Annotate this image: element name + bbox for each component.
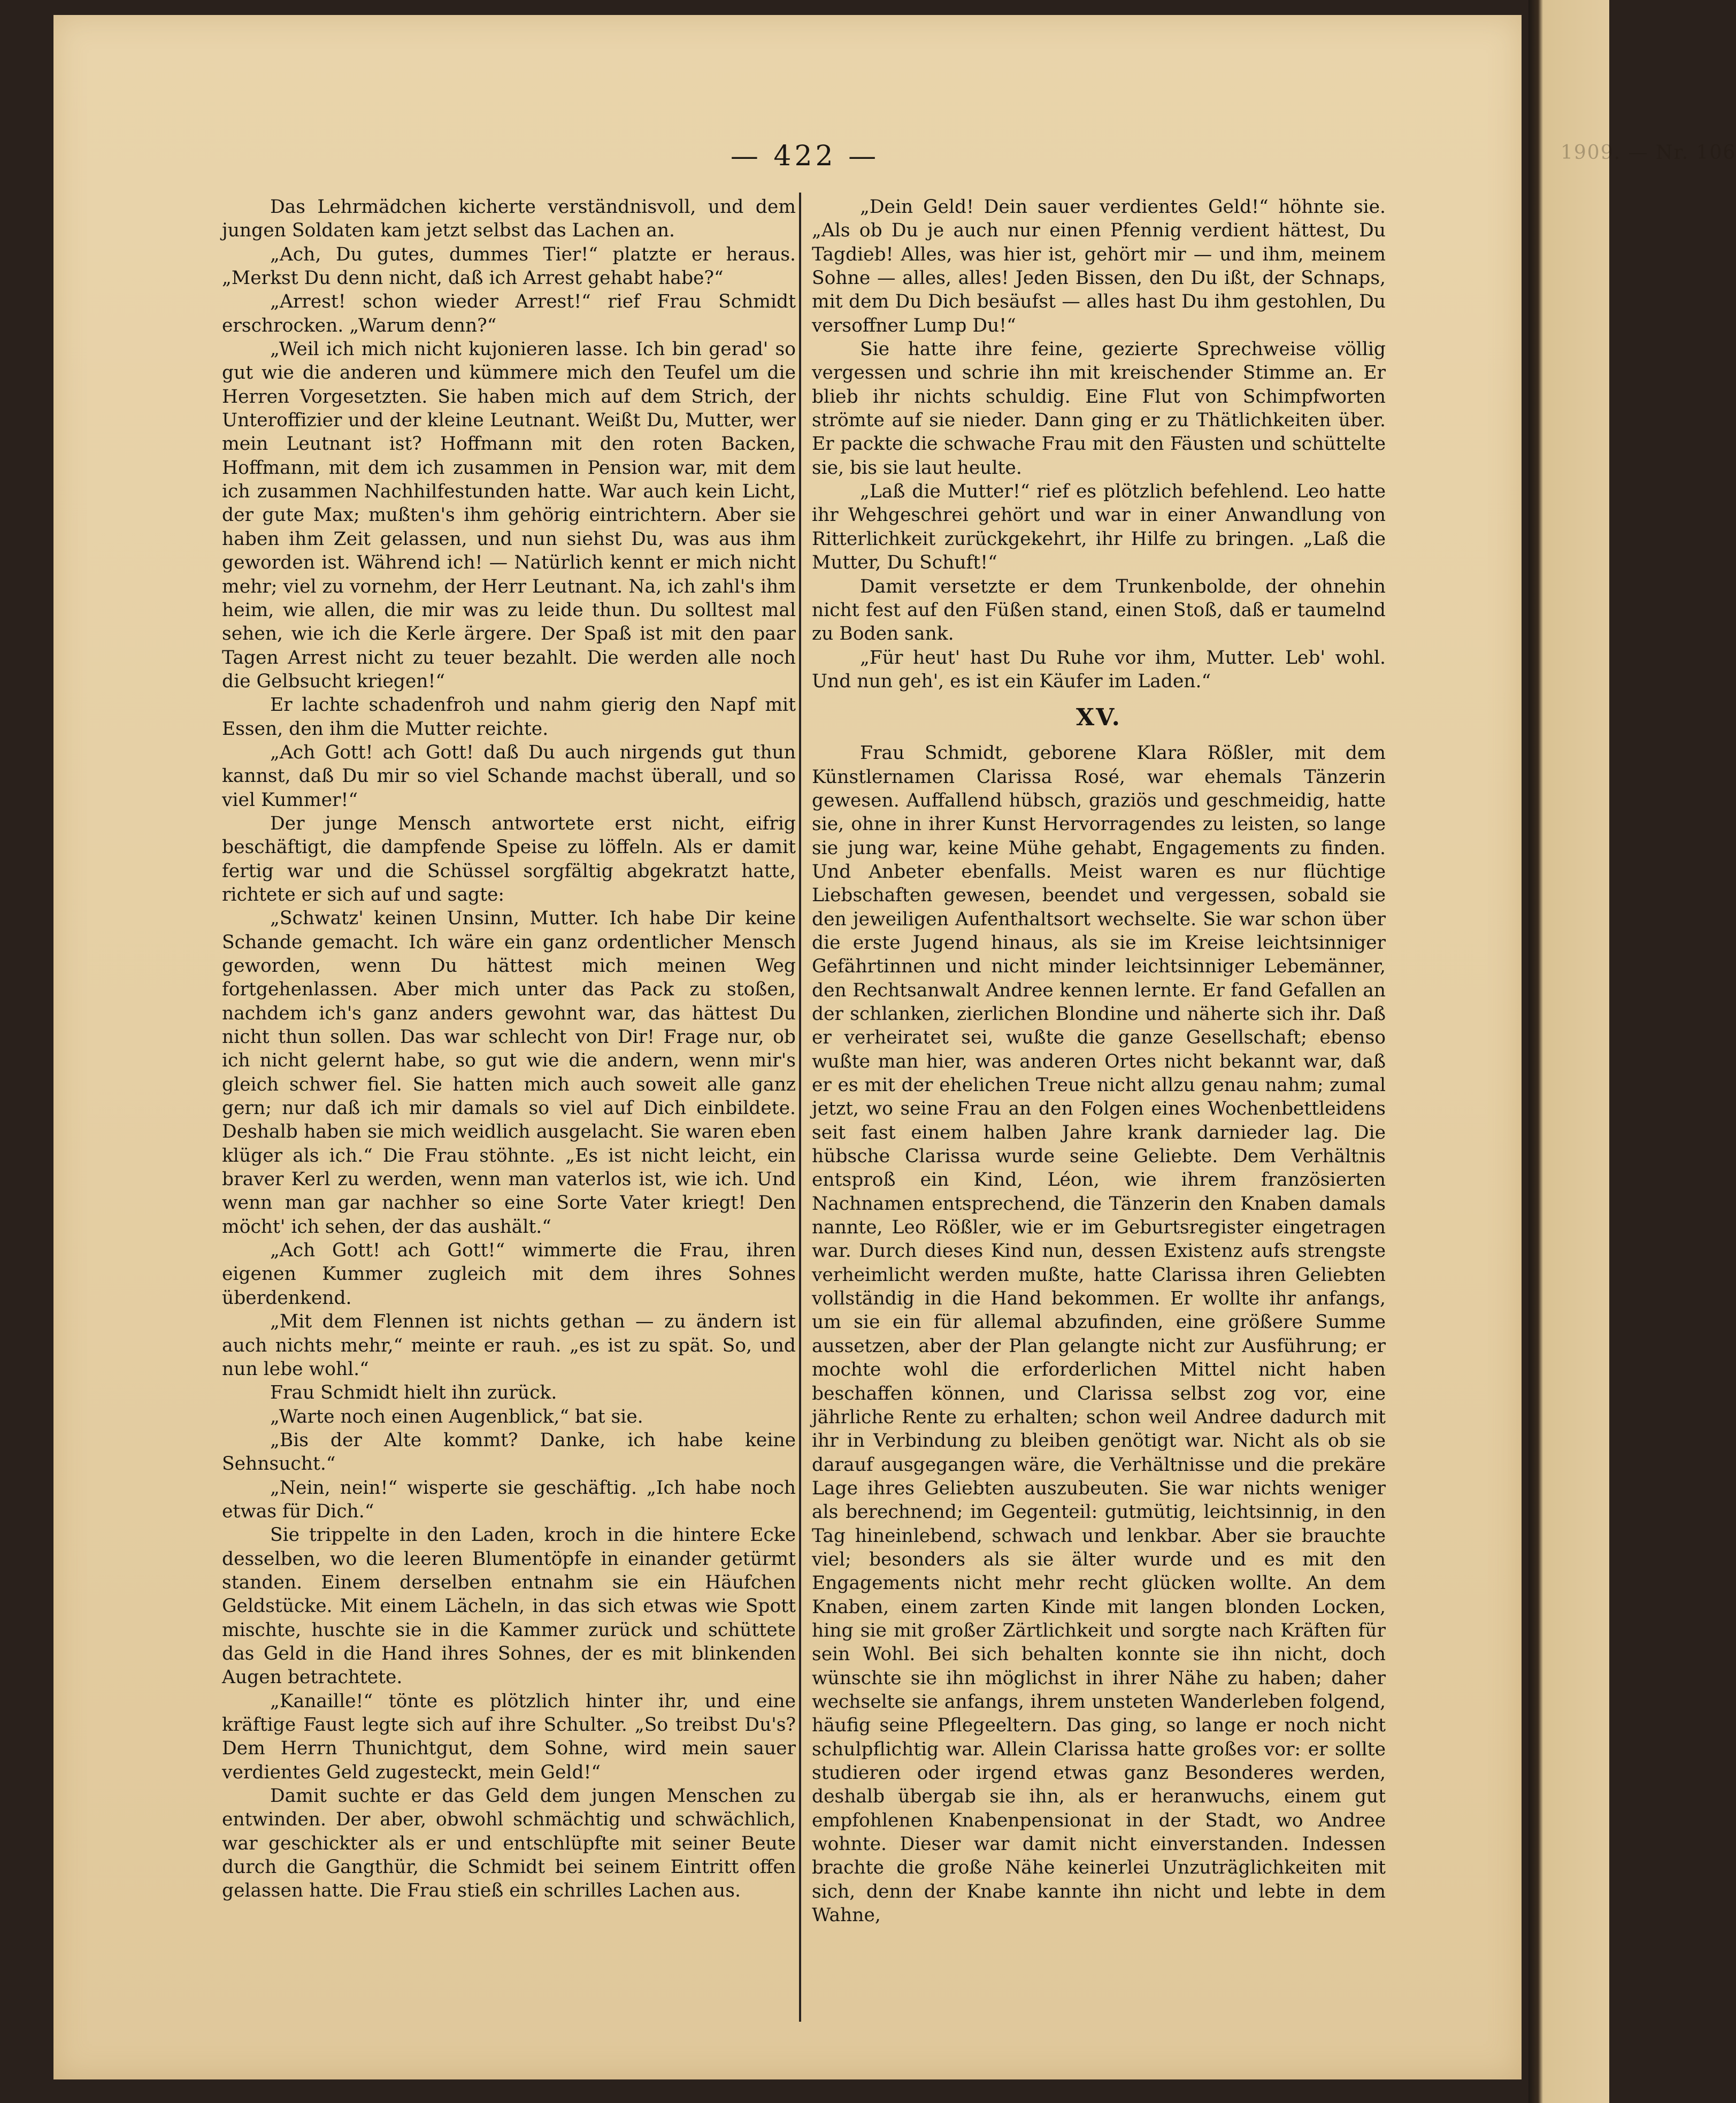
paragraph: „Warte noch einen Augenblick,“ bat sie.: [270, 1406, 643, 1427]
paragraph: „Nein, nein!“ wisperte sie geschäftig. „Ich habe noch etwas für Dich.“: [222, 1477, 796, 1522]
paragraph: Sie trippelte in den Laden, kroch in die hintere Ecke desselben, wo die leeren Blumentöpfe in einander getürmt standen. Einem derselben entnahm sie ein Häufchen Geldstücke. Mit einem Lächeln, in das sich etwas wie Spott mischte, huschte sie in die Kammer zurück und schüttete das Geld in die Hand ihres Sohnes, der es mit blinkenden Augen betrachtete.: [222, 1524, 796, 1688]
page-number: — 422 —: [730, 140, 880, 172]
paragraph: „Laß die Mutter!“ rief es plötzlich befehlend. Leo hatte ihr Wehgeschrei gehört und war in einer Anwandlung von Ritterlichkeit zurückgekehrt, ihr Hilfe zu bringen. „Laß die Mutter, Du Schuft!“: [812, 481, 1386, 574]
paragraph: „Schwatz' keinen Unsinn, Mutter. Ich habe Dir keine Schande gemacht. Ich wäre ein ganz ordentlicher Mensch geworden, wenn Du hättest mich meinen Weg fortgehenlassen. Aber mich unter das Pack zu stoßen, nachdem ich's ganz anders gewohnt war, das hättest Du nicht thun sollen. Das war schlecht von Dir! Frage nur, ob ich nicht gelernt habe, so gut wie die andern, wenn mir's gleich schwer fiel. Sie hatten mich auch soweit alle ganz gern; nur daß ich mir damals so viel auf Dich einbildete. Deshalb haben sie mich weidlich ausgelacht. Sie waren eben klüger als ich.“ Die Frau stöhnte. „Es ist nicht leicht, ein braver Kerl zu werden, wenn man vaterlos ist, wie ich. Und wenn man gar nachher so eine Sorte Vater kriegt! Den möcht' ich sehen, der das aushält.“: [222, 908, 796, 1238]
paragraph: Sie hatte ihre feine, gezierte Sprechweise völlig vergessen und schrie ihn mit kreischender Stimme an. Er blieb ihr nichts schuldig. Eine Flut von Schimpfworten strömte auf sie nieder. Dann ging er zu Thätlichkeiten über. Er packte die schwache Frau mit den Fäusten und schüttelte sie, bis sie laut heulte.: [812, 339, 1386, 479]
paragraph: Der junge Mensch antwortete erst nicht, eifrig beschäftigt, die dampfende Speise zu löffeln. Als er damit fertig war und die Schüssel sorgfältig abgekratzt hatte, richtete er sich auf und sagte:: [222, 812, 796, 905]
paragraph: „Ach, Du gutes, dummes Tier!“ platzte er heraus. „Merkst Du denn nicht, daß ich Arrest gehabt habe?“: [222, 243, 796, 289]
paragraph: „Ach Gott! ach Gott!“ wimmerte die Frau, ihren eigenen Kummer zugleich mit dem ihres Sohnes überdenkend.: [222, 1240, 796, 1309]
column-divider: [799, 193, 801, 2022]
paragraph: „Mit dem Flennen ist nichts gethan — zu ändern ist auch nichts mehr,“ meinte er rauh. „es ist zu spät. So, und nun lebe wohl.“: [222, 1311, 796, 1380]
paragraph: Frau Schmidt hielt ihn zurück.: [270, 1382, 557, 1404]
left-column: [222, 195, 796, 1903]
paragraph: „Weil ich mich nicht kujonieren lasse. Ich bin gerad' so gut wie die anderen und kümmere mich den Teufel um die Herren Vorgesetzten. Sie haben mich auf dem Strich, der Unteroffizier und der kleine Leutnant. Weißt Du, Mutter, wer mein Leutnant ist? Hoffmann mit den roten Backen, Hoffmann, mit dem ich zusammen in Pension war, mit dem ich zusammen Nachhilfestunden hatte. War auch kein Licht, der gute Max; mußten's ihm gehörig eintrichtern. Aber sie haben ihm Zeit gelassen, und nun siehst Du, was aus ihm geworden ist. Während ich! — Natürlich kennt er mich nicht mehr; viel zu vornehm, der Herr Leutnant. Na, ich zahl's ihm heim, wie allen, die mir was zu leide thun. Du solltest mal sehen, wie ich die Kerle ärgere. Der Spaß ist mit den paar Tagen Arrest nicht zu teuer bezahlt. Die werden alle noch die Gelbsucht kriegen!“: [222, 339, 796, 692]
paragraph: „Dein Geld! Dein sauer verdientes Geld!“ höhnte sie. „Als ob Du je auch nur einen Pfennig verdient hättest, Du Tagdieb! Alles, was hier ist, gehört mir — und ihm, meinem Sohne — alles, alles! Jeden Bissen, den Du ißt, der Schnaps, mit dem Du Dich besäufst — alles hast Du ihm gestohlen, Du versoffner Lump Du!“: [812, 196, 1386, 336]
adjacent-page-edge: [1528, 0, 1736, 2103]
paragraph: „Für heut' hast Du Ruhe vor ihm, Mutter. Leb' wohl. Und nun geh', es ist ein Käufer im Laden.“: [812, 647, 1386, 692]
section-heading: XV.: [1076, 704, 1122, 732]
paragraph: Frau Schmidt, geborene Klara Rößler, mit dem Künstlernamen Clarissa Rosé, war ehemals Tänzerin gewesen. Auffallend hübsch, graziös und geschmeidig, hatte sie, ohne in ihrer Kunst Hervorragendes zu leisten, so lange sie jung war, keine Mühe gehabt, Engagements zu finden. Und Anbeter ebenfalls. Meist waren es nur flüchtige Liebschaften gewesen, beendet und vergessen, sobald sie den jeweiligen Aufenthaltsort wechselte. Sie war schon über die erste Jugend hinaus, als sie im Kreise leichtsinniger Gefährtinnen und nicht minder leichtsinniger Lebemänner, den Rechtsanwalt Andree kennen lernte. Er fand Gefallen an der schlanken, zierlichen Blondine und näherte sich ihr. Daß er verheiratet sei, wußte die ganze Gesellschaft; ebenso wußte man hier, was anderen Ortes nicht bekannt war, daß er es mit der ehelichen Treue nicht allzu genau nahm; zumal jetzt, wo seine Frau an den Folgen eines Wochenbettleidens seit fast einem halben Jahre krank darnieder lag. Die hübsche Clarissa wurde seine Geliebte. Dem Verhältnis entsproß ein Kind, Léon, wie ihrem französierten Nachnamen entsprechend, die Tänzerin den Knaben damals nannte, Leo Rößler, wie er im Geburtsregister eingetragen war. Durch dieses Kind nun, dessen Existenz aufs strengste verheimlicht werden mußte, hatte Clarissa ihren Geliebten vollständig in die Hand bekommen. Er wollte ihr anfangs, um sie ein für allemal abzufinden, eine größere Summe aussetzen, aber der Plan gelangte nicht zur Ausführung; er mochte wohl die erforderlichen Mittel nicht haben beschaffen können, und Clarissa selbst zog vor, eine jährliche Rente zu erhalten; schon weil Andree dadurch mit ihr in Verbindung zu bleiben genötigt war. Nicht als ob sie darauf ausgegangen wäre, die Verhältnisse und die prekäre Lage ihres Geliebten auszubeuten. Sie war nichts weniger als berechnend; im Gegenteil: gutmütig, leichtsinnig, in den Tag hineinlebend, schwach und lenkbar. Aber sie brauchte viel; besonders als sie älter wurde und es mit den Engagements nicht mehr recht glücken wollte. An dem Knaben, einem zarten Kinde mit langen blonden Locken, hing sie mit großer Zärtlichkeit und sorgte nach Kräften für sein Wohl. Bei sich behalten konnte sie ihn nicht, doch wünschte sie ihn möglichst in ihrer Nähe zu haben; daher wechselte sie anfangs, ihrem unsteten Wanderleben folgend, häufig seine Pflegeeltern. Das ging, so lange er noch nicht schulpflichtig war. Allein Clarissa hatte großes vor: er sollte studieren oder irgend etwas ganz Besonderes werden, deshalb übergab sie ihn, als er heranwuchs, einem gut empfohlenen Knabenpensionat in der Stadt, wo Andree wohnte. Dieser war damit nicht einverstanden. Indessen brachte die große Nähe keinerlei Unzuträglichkeiten mit sich, denn der Knabe kannte ihn nicht und lebte in dem Wahne,: [812, 742, 1386, 1927]
paragraph: „Arrest! schon wieder Arrest!“ rief Frau Schmidt erschrocken. „Warum denn?“: [222, 291, 796, 336]
paragraph: Damit versetzte er dem Trunkenbolde, der ohnehin nicht fest auf den Füßen stand, einen Stoß, daß er taumelnd zu Boden sank.: [812, 575, 1386, 645]
paragraph: Damit suchte er das Geld dem jungen Menschen zu entwinden. Der aber, obwohl schmächtig und schwächlich, war geschickter als er und entschlüpfte mit seiner Beute durch die Gangthür, die Schmidt bei seinem Eintritt offen gelassen hatte. Die Frau stieß ein schrilles Lachen aus.: [222, 1785, 796, 1902]
paragraph: Er lachte schadenfroh und nahm gierig den Napf mit Essen, den ihm die Mutter reichte.: [222, 694, 796, 740]
right-column: [812, 195, 1386, 1927]
right-column-upper: [812, 195, 1386, 693]
paragraph: „Kanaille!“ tönte es plötzlich hinter ihr, und eine kräftige Faust legte sich auf ihre Schulter. „So treibst Du's? Dem Herrn Thunichtgut, dem Sohne, wird mein sauer verdientes Geld zugesteckt, mein Geld!“: [222, 1690, 796, 1783]
paragraph: „Bis der Alte kommt? Danke, ich habe keine Sehnsucht.“: [222, 1429, 796, 1475]
adjacent-page-header: 1909. — Nr. 106: [1561, 142, 1736, 164]
right-column-lower: [812, 741, 1386, 1927]
paragraph: „Ach Gott! ach Gott! daß Du auch nirgends gut thun kannst, daß Du mir so viel Schande machst überall, und so viel Kummer!“: [222, 741, 796, 811]
paragraph: Das Lehrmädchen kicherte verständnisvoll, und dem jungen Soldaten kam jetzt selbst das Lachen an.: [222, 196, 796, 242]
